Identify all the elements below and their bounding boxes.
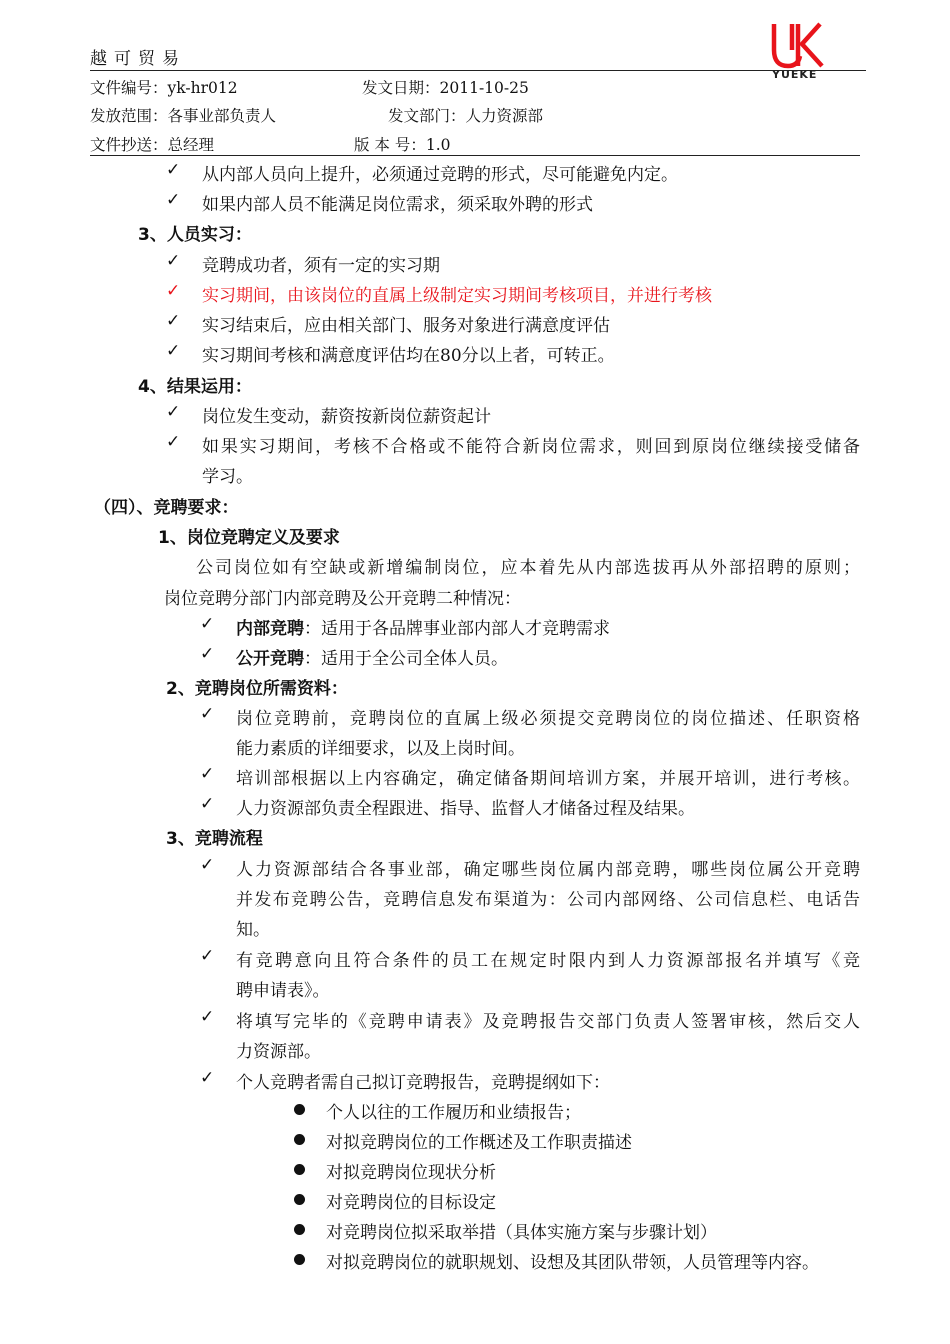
check-icon: ✓	[200, 1007, 215, 1027]
check-icon: ✓	[166, 281, 181, 301]
list-item-continued: 力资源部。	[236, 1042, 321, 1062]
list-item-continued: 聘申请表》。	[236, 981, 330, 1001]
list-item: 实习结束后，应由相关部门、服务对象进行满意度评估	[202, 316, 610, 336]
list-item: 培训部根据以上内容确定，确定储备期间培训方案，并展开培训，进行考核。	[236, 769, 860, 789]
outline-item: 对拟竞聘岗位现状分析	[326, 1163, 496, 1183]
subsection-heading: 2、竞聘岗位所需资料：	[166, 679, 348, 699]
check-icon: ✓	[166, 311, 181, 331]
bullet-icon	[294, 1134, 305, 1145]
check-icon: ✓	[200, 644, 215, 664]
check-icon: ✓	[200, 794, 215, 814]
outline-item: 对竞聘岗位拟采取举措（具体实施方案与步骤计划）	[326, 1223, 717, 1243]
bullet-icon	[294, 1164, 305, 1175]
section-title: （四）、竞聘要求：	[94, 498, 239, 518]
bullet-icon	[294, 1224, 305, 1235]
version-number: 版 本 号：1.0	[354, 136, 451, 154]
list-item: 将填写完毕的《竞聘申请表》及竞聘报告交部门负责人签署审核，然后交人	[236, 1012, 860, 1032]
list-item-continued: 并发布竞聘公告，竞聘信息发布渠道为：公司内部网络、公司信息栏、电话告	[236, 890, 860, 910]
check-icon: ✓	[166, 432, 181, 452]
issuing-dept: 发文部门：人力资源部	[388, 107, 544, 125]
check-icon: ✓	[200, 946, 215, 966]
check-icon: ✓	[200, 704, 215, 724]
list-item	[236, 644, 508, 669]
internal-label: 内部竞聘	[236, 619, 304, 639]
paragraph: 岗位竞聘分部门内部竞聘及公开竞聘二种情况：	[164, 589, 521, 609]
public-text: ：适用于全公司全体人员。	[304, 649, 508, 669]
highlighted-list-item: 实习期间，由该岗位的直属上级制定实习期间考核项目，并进行考核	[202, 286, 712, 306]
logo-text: YUEKE	[772, 68, 818, 81]
company-name: 越可贸易	[90, 49, 186, 69]
list-item: 人力资源部负责全程跟进、指导、监督人才储备过程及结果。	[236, 799, 695, 819]
doc-number: 文件编号：yk-hr012	[90, 79, 238, 97]
list-item: 竞聘成功者，须有一定的实习期	[202, 256, 440, 276]
check-icon: ✓	[200, 1068, 215, 1088]
section-heading: 3、人员实习：	[138, 225, 252, 245]
bullet-icon	[294, 1194, 305, 1205]
check-icon: ✓	[166, 402, 181, 422]
list-item: 有竞聘意向且符合条件的员工在规定时限内到人力资源部报名并填写《竞	[236, 951, 860, 971]
check-icon: ✓	[166, 190, 181, 210]
internal-text: ：适用于各品牌事业部内部人才竞聘需求	[304, 619, 610, 639]
header-rule-top	[90, 70, 866, 71]
section-heading: 4、结果运用：	[138, 377, 252, 397]
subsection-heading: 1、岗位竞聘定义及要求	[158, 528, 340, 548]
public-label: 公开竞聘	[236, 649, 304, 669]
check-icon: ✓	[200, 764, 215, 784]
outline-item: 对竞聘岗位的目标设定	[326, 1193, 496, 1213]
check-icon: ✓	[166, 341, 181, 361]
check-icon: ✓	[200, 855, 215, 875]
paragraph: 公司岗位如有空缺或新增编制岗位，应本着先从内部选拔再从外部招聘的原则；	[196, 558, 860, 578]
list-item-continued: 知。	[236, 920, 270, 940]
list-item: 如果实习期间，考核不合格或不能符合新岗位需求，则回到原岗位继续接受储备	[202, 437, 860, 457]
check-icon: ✓	[166, 251, 181, 271]
list-item: 人力资源部结合各事业部，确定哪些岗位属内部竞聘，哪些岗位属公开竞聘	[236, 860, 860, 880]
list-item: 从内部人员向上提升，必须通过竞聘的形式，尽可能避免内定。	[202, 165, 678, 185]
list-item: 实习期间考核和满意度评估均在80分以上者，可转正。	[202, 346, 615, 366]
header-rule-bottom	[90, 155, 860, 156]
issue-date: 发文日期：2011-10-25	[362, 79, 529, 97]
check-icon: ✓	[166, 160, 181, 180]
bullet-icon	[294, 1254, 305, 1265]
distribution-scope: 发放范围：各事业部负责人	[90, 107, 277, 125]
list-item: 岗位发生变动，薪资按新岗位薪资起计	[202, 407, 491, 427]
outline-item: 对拟竞聘岗位的就职规划、设想及其团队带领，人员管理等内容。	[326, 1253, 819, 1273]
list-item: 如果内部人员不能满足岗位需求，须采取外聘的形式	[202, 195, 593, 215]
outline-item: 个人以往的工作履历和业绩报告；	[326, 1103, 581, 1123]
list-item-continued: 能力素质的详细要求，以及上岗时间。	[236, 739, 525, 759]
list-item-continued: 学习。	[202, 467, 253, 487]
list-item	[236, 614, 610, 639]
subsection-heading: 3、竞聘流程	[166, 829, 263, 849]
list-item: 岗位竞聘前，竞聘岗位的直属上级必须提交竞聘岗位的岗位描述、任职资格	[236, 709, 860, 729]
check-icon: ✓	[200, 614, 215, 634]
bullet-icon	[294, 1104, 305, 1115]
copy-to: 文件抄送：总经理	[90, 136, 215, 154]
list-item: 个人竞聘者需自己拟订竞聘报告，竞聘提纲如下：	[236, 1073, 610, 1093]
outline-item: 对拟竞聘岗位的工作概述及工作职责描述	[326, 1133, 632, 1153]
